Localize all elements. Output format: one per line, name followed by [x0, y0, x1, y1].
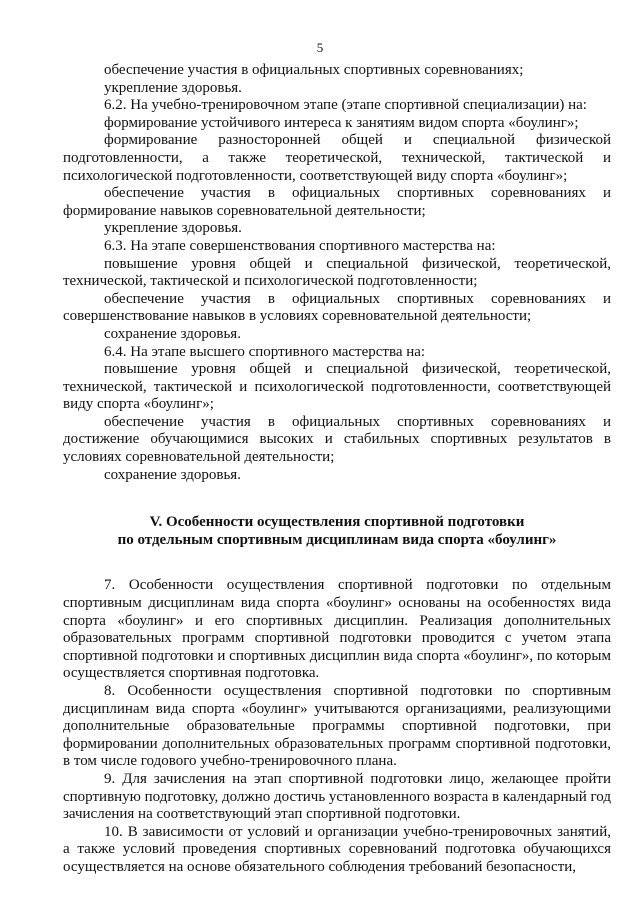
paragraph: сохранение здоровья. — [104, 325, 241, 342]
paragraph: обеспечение участия в официальных спортивных соревнованиях; — [104, 62, 524, 78]
paragraph: повышение уровня общей и специальной физической, теоретической, технической, тактической и психологической подготовленности; — [63, 255, 611, 290]
section-heading-line: V. Особенности осуществления спортивной подготовки — [149, 514, 525, 531]
paragraph: обеспечение участия в официальных спортивных соревнованиях и формирование навыков соревновательной деятельности; — [63, 185, 611, 219]
paragraph: обеспечение участия в официальных спортивных соревнованиях и совершенствование навыков в условиях соревновательной деятельности; — [63, 290, 611, 325]
paragraph: формирование устойчивого интереса к занятиям видом спорта «боулинг»; — [104, 114, 579, 131]
paragraph: 6.2. На учебно-тренировочном этапе (этапе спортивной специализации) на: — [104, 97, 587, 114]
paragraph: повышение уровня общей и специальной физической, теоретической, технической, тактической и психологической подготовленности, соответствующей виду спорта «боулинг»; — [63, 361, 611, 413]
page-number: 5 — [316, 40, 324, 55]
paragraph: 7. Особенности осуществления спортивной подготовки по отдельным спортивным дисциплинам вида спорта «боулинг» основаны на особенностях вида спорта «боулинг» и его спортивных дисциплин. Реализация дополнительных образовательных программ спортивной подготовки проводится с учетом этапа спортивной подготовки и спортивных дисциплин вида спорта «боулинг», по которым осуществляется спортивная подготовка. — [63, 577, 611, 682]
paragraph: 10. В зависимости от условий и организации учебно-тренировочных занятий, а также условий проведения спортивных соревнований подготовка обучающихся осуществляется на основе обязательного соблюдения требований безопасности, — [63, 823, 611, 875]
paragraph: сохранение здоровья. — [104, 466, 241, 483]
paragraph: формирование разносторонней общей и специальной физической подготовленности, а также теоретической, технической, тактической и психологической подготовленности, соответствующей виду спорта «боулинг»; — [63, 132, 611, 184]
paragraph: укрепление здоровья. — [104, 220, 242, 237]
page-content — [63, 62, 611, 877]
paragraph: 9. Для зачисления на этап спортивной подготовки лицо, желающее пройти спортивную подготовку, должно достичь установленного возраста в календарный год зачисления на соответствующий этап спортивной подготовки. — [63, 770, 611, 823]
paragraph: обеспечение участия в официальных спортивных соревнованиях и достижение обучающимися высоких и стабильных спортивных результатов в условиях соревновательной деятельности; — [63, 413, 611, 466]
paragraph: 6.4. На этапе высшего спортивного мастерства на: — [104, 343, 426, 360]
section-heading — [63, 514, 611, 549]
paragraph: 6.3. На этапе совершенствования спортивного мастерства на: — [104, 237, 496, 254]
section-heading-line: по отдельным спортивным дисциплинам вида спорта «боулинг» — [117, 531, 557, 548]
paragraph: укрепление здоровья. — [104, 79, 242, 96]
paragraph: 8. Особенности осуществления спортивной подготовки по спортивным дисциплинам вида спорта «боулинг» учитываются организациями, реализующими дополнительные образовательные программы спортивной подготовки, при формировании дополнительных образовательных программ спортивной подготовки, в том числе годового учебно-тренировочного плана. — [63, 683, 611, 770]
